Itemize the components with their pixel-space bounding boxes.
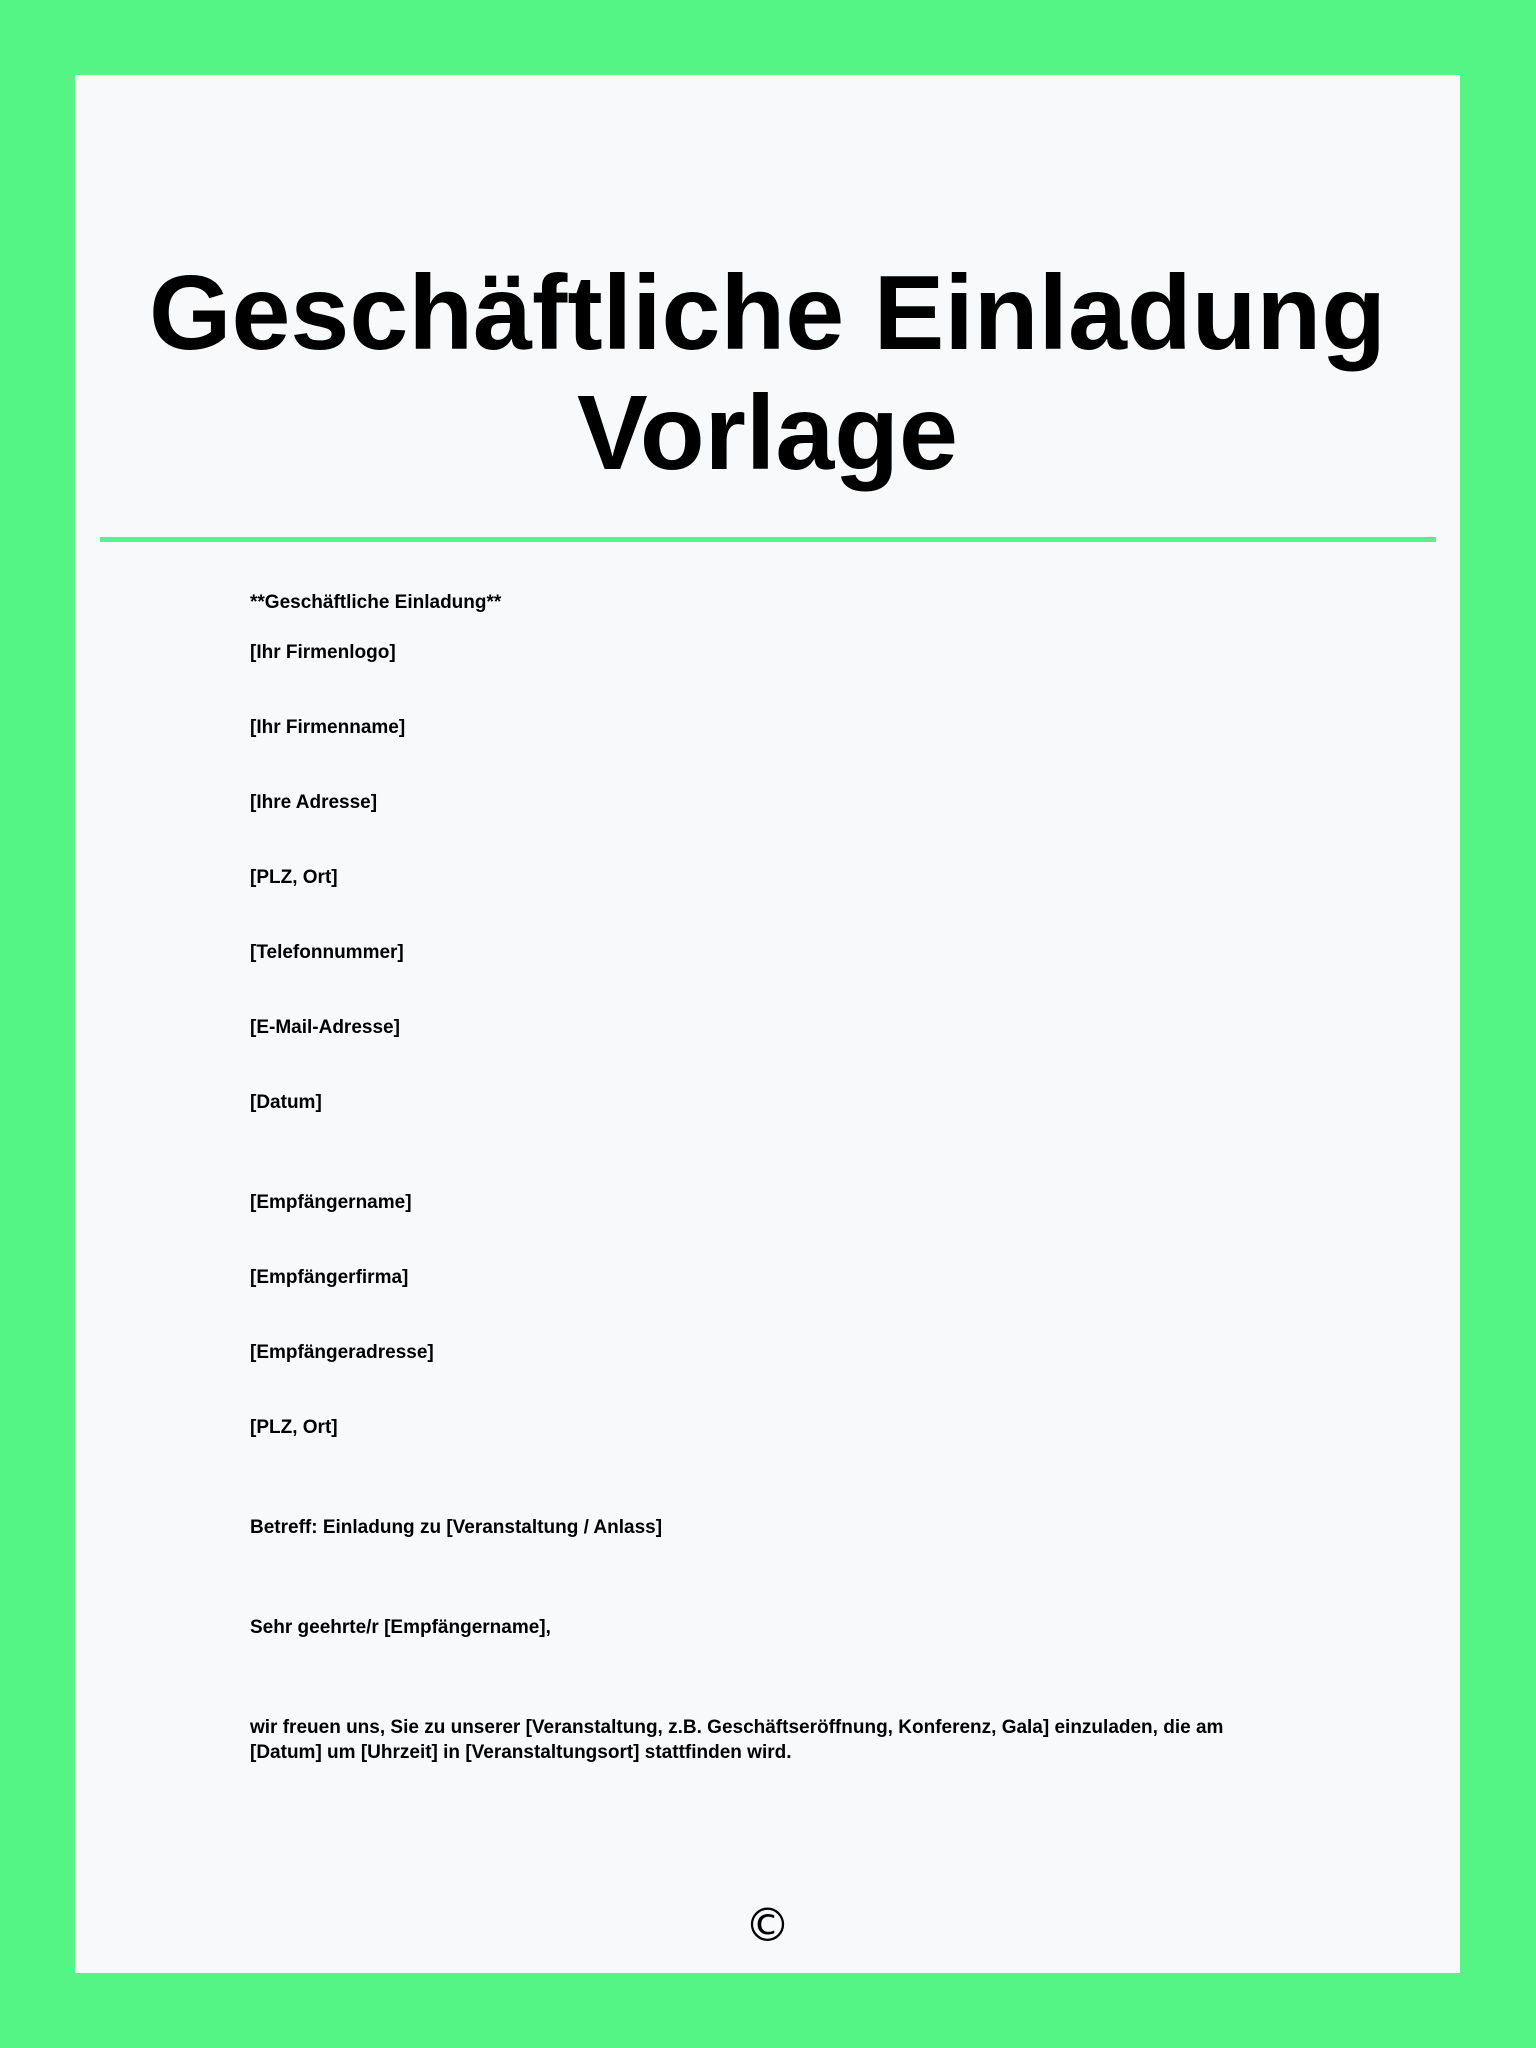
title-line-1: Geschäftliche Einladung [149,254,1386,372]
letter-subject: Betreff: Einladung zu [Veranstaltung / Anlass] [250,1517,663,1538]
document-title [75,253,1460,493]
sender-address: [Ihre Adresse] [250,792,378,813]
recipient-company: [Empfängerfirma] [250,1267,409,1288]
title-line-2: Vorlage [577,374,958,492]
letter-date: [Datum] [250,1092,322,1113]
copyright-icon: © [744,1898,791,1952]
document-page [75,75,1460,1973]
recipient-name: [Empfängername] [250,1192,412,1213]
sender-phone: [Telefonnummer] [250,942,404,963]
title-divider [100,537,1436,542]
letter-salutation: Sehr geehrte/r [Empfängername], [250,1617,551,1638]
sender-email: [E-Mail-Adresse] [250,1017,400,1038]
sender-zip-city: [PLZ, Ort] [250,867,338,888]
recipient-address: [Empfängeradresse] [250,1342,434,1363]
recipient-zip-city: [PLZ, Ort] [250,1417,338,1438]
letter-body-paragraph: wir freuen uns, Sie zu unserer [Veranstaltung, z.B. Geschäftseröffnung, Konferenz, Gala] einzuladen, die am [Datum] um [Uhrzeit] in [Veranstaltungsort] stattfinden wird. [250,1717,1224,1763]
letter-heading: **Geschäftliche Einladung** [250,592,502,613]
sender-logo-placeholder: [Ihr Firmenlogo] [250,642,396,663]
sender-company: [Ihr Firmenname] [250,717,406,738]
